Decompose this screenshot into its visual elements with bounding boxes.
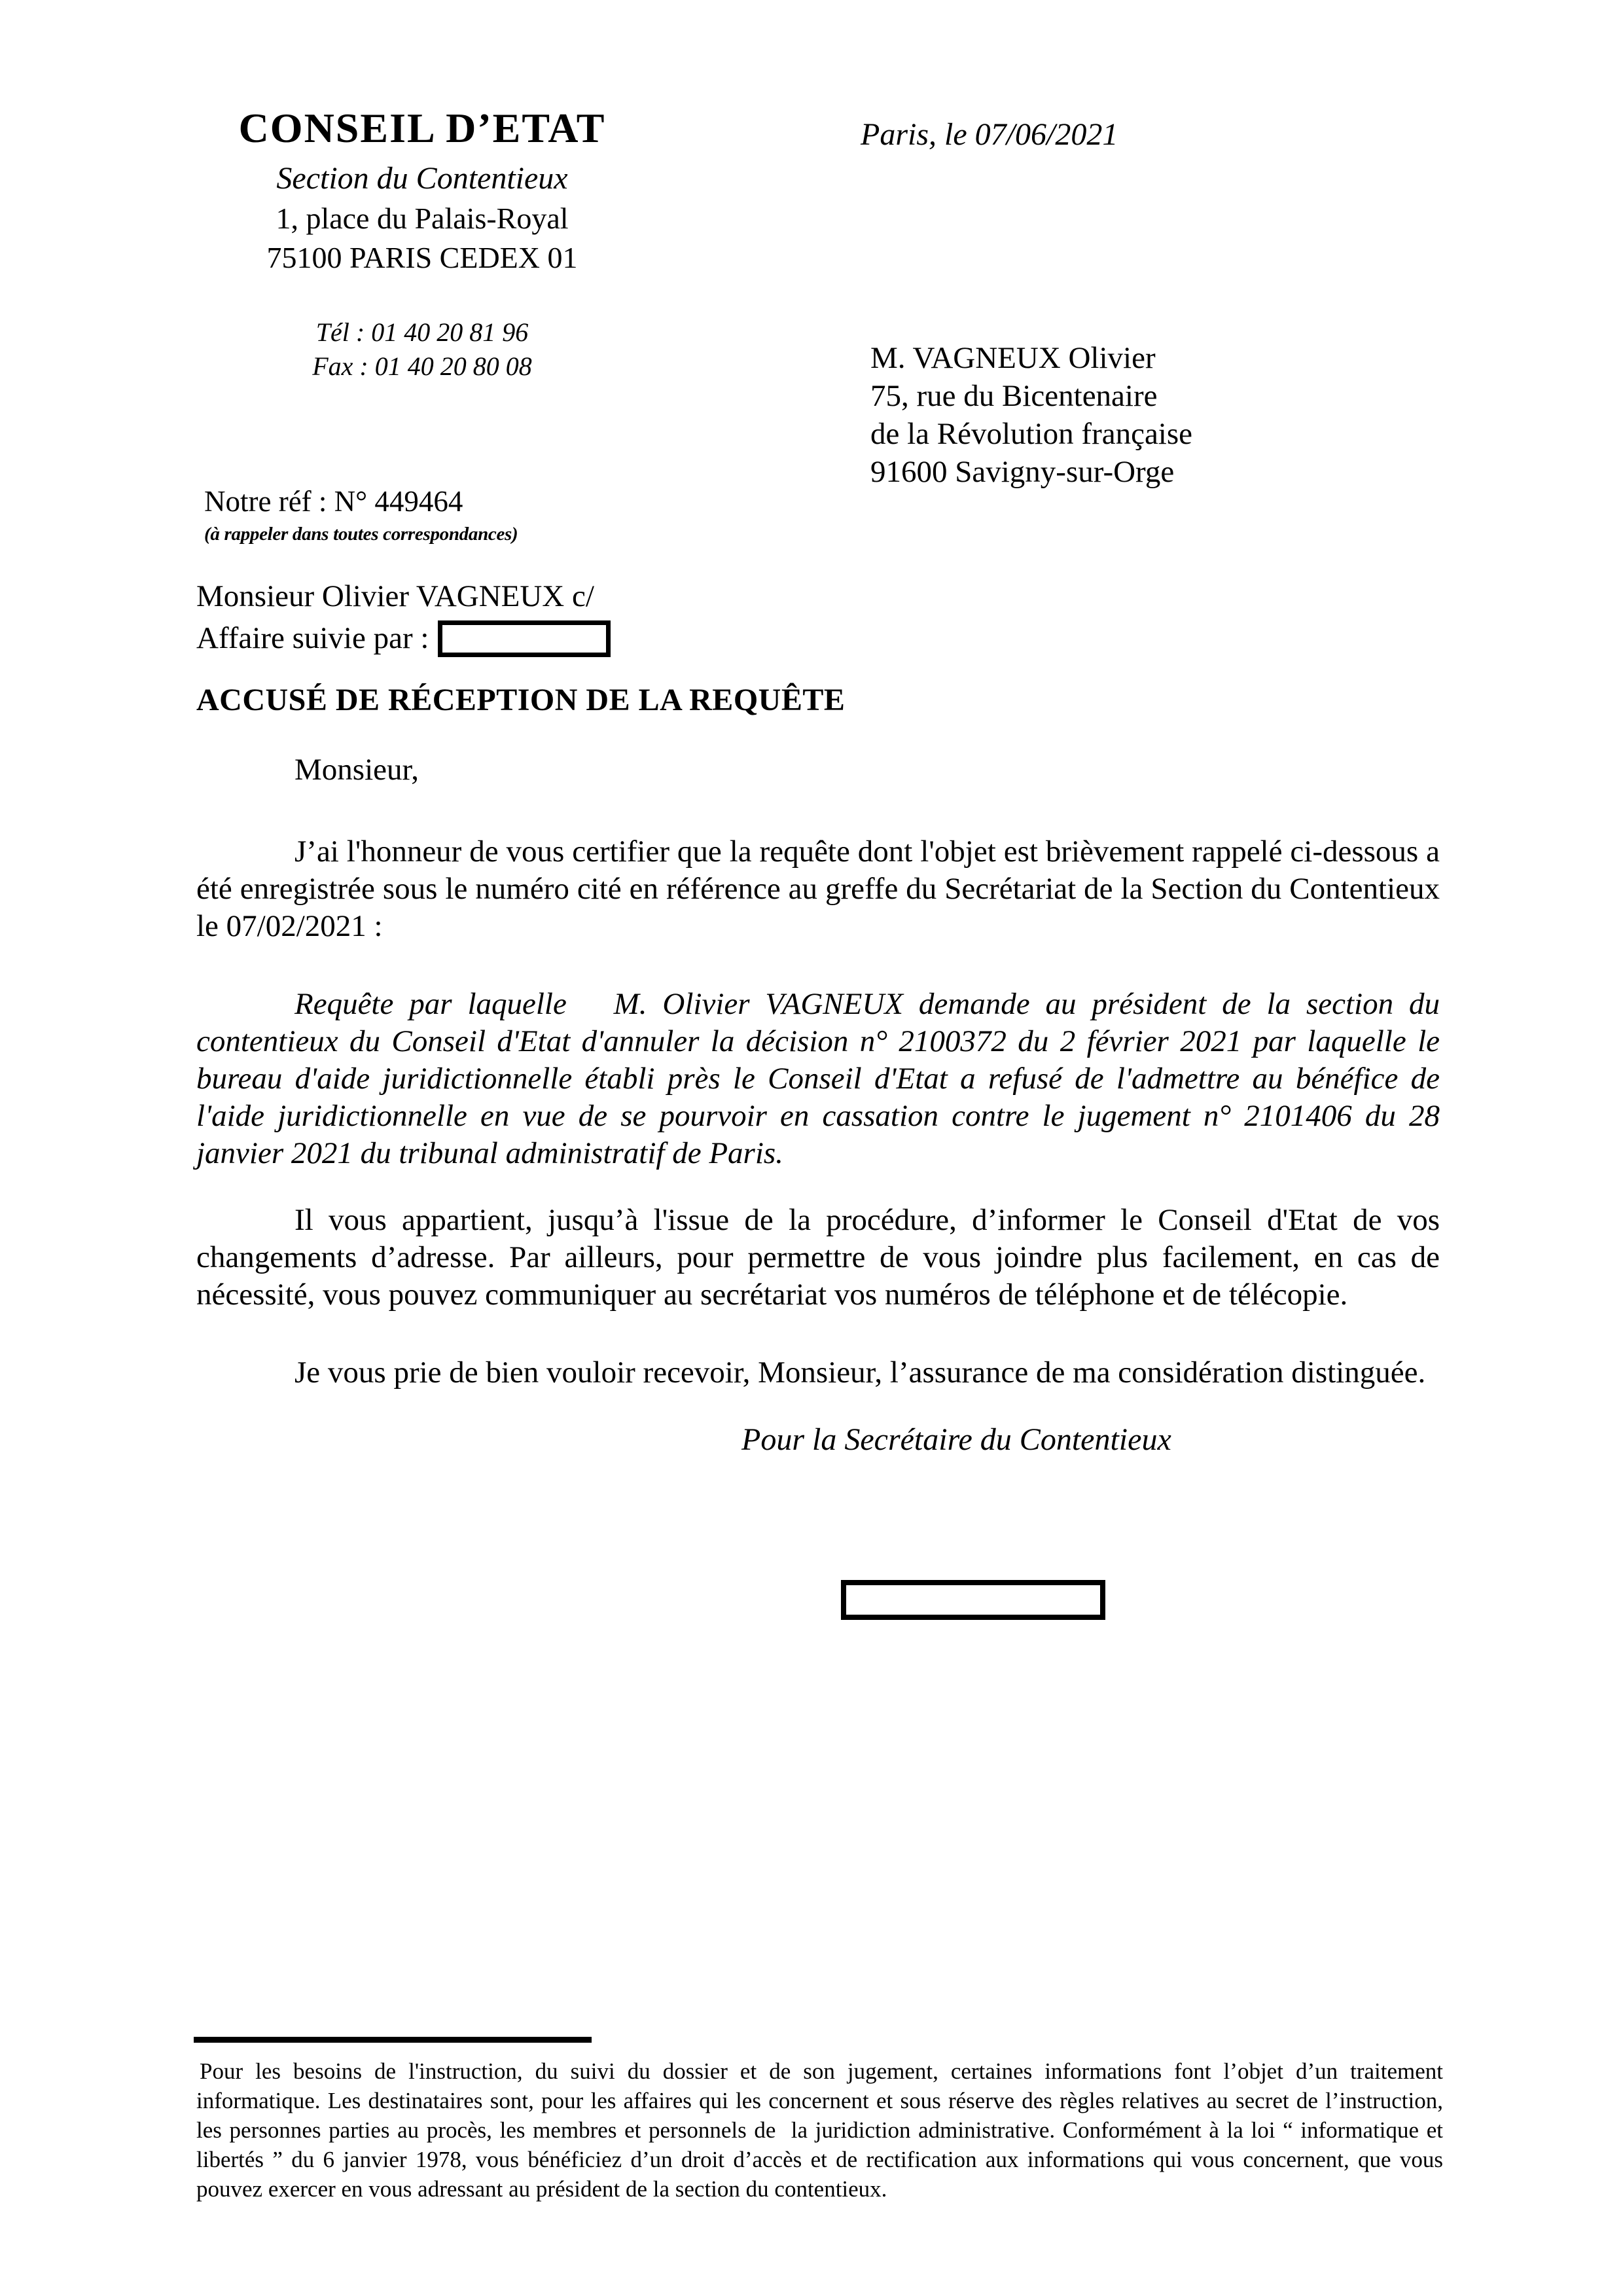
recipient-address (870, 339, 1192, 491)
paragraph-request-summary: Requête par laquelle M. Olivier VAGNEUX demande au président de la section du contentieux du Conseil d'Etat d'annuler la décision n° 2100372 du 2 février 2021 par laquelle le bureau d'aide juridictionnelle établi près le Conseil d'Etat a refusé de l'admettre au bénéfice de l'aide juridictionnelle en vue de se pourvoir en cassation contre le jugement n° 2101406 du 28 janvier 2021 du tribunal administratif de Paris. (196, 987, 1440, 1170)
paragraph-address-change: Il vous appartient, jusqu’à l'issue de la procédure, d’informer le Conseil d'Etat de vos changements d’adresse. Par ailleurs, pour permettre de vous joindre plus facilement, en cas de nécessité, vous pouvez communiquer au secrétariat vos numéros de téléphone et de télécopie. (196, 1203, 1440, 1312)
case-party-line: Monsieur Olivier VAGNEUX c/ (196, 579, 594, 613)
case-block (196, 577, 611, 657)
org-fax: Fax : 01 40 20 80 08 (312, 351, 532, 381)
org-section: Section du Contentieux (276, 161, 568, 196)
recipient-city: 91600 Savigny-sur-Orge (870, 455, 1175, 489)
recipient-name: M. VAGNEUX Olivier (870, 341, 1156, 375)
org-tel: Tél : 01 40 20 81 96 (315, 317, 529, 347)
letterhead (216, 105, 628, 384)
dateline: Paris, le 07/06/2021 (861, 117, 1118, 152)
letter-body (196, 751, 1440, 1620)
recipient-street-2: de la Révolution française (870, 417, 1193, 451)
subject-title: ACCUSÉ DE RÉCEPTION DE LA REQUÊTE (196, 683, 846, 717)
salutation: Monsieur, (294, 753, 419, 787)
handler-name-redaction-box (438, 620, 611, 657)
handled-by-label: Affaire suivie par : (196, 621, 429, 655)
reference-number: Notre réf : N° 449464 (204, 485, 463, 518)
org-phone-block (216, 315, 628, 384)
case-handled-by-line (196, 619, 611, 657)
footnote-separator-rule (194, 2037, 592, 2043)
footnote-text: Pour les besoins de l'instruction, du suivi du dossier et de son jugement, certaines informations font l’objet d’un traitement informatique. Les destinataires sont, pour les affaires qui les concernent et sous réserve des règles relatives au secret de l’instruction, les personnes parties au procès, les membres et personnels de la juridiction administrative. Conformément à la loi “ informatique et libertés ” du 6 janvier 1978, vous bénéficiez d’un droit d’accès et de rectification aux informations qui vous concernent, que vous pouvez exercer en vous adressant au président de la section du contentieux. (196, 2058, 1443, 2202)
recipient-street: 75, rue du Bicentenaire (870, 379, 1158, 413)
paragraph-closing: Je vous prie de bien vouloir recevoir, Monsieur, l’assurance de ma considération distinguée. (294, 1355, 1426, 1390)
org-name: CONSEIL D’ETAT (238, 105, 606, 151)
reference-block (204, 484, 518, 545)
org-address-line2: 75100 PARIS CEDEX 01 (266, 241, 578, 274)
signoff: Pour la Secrétaire du Contentieux (741, 1422, 1171, 1457)
org-address-line1: 1, place du Palais-Royal (276, 202, 569, 235)
reference-reminder: (à rappeler dans toutes correspondances) (204, 524, 518, 545)
signature-redaction-box (841, 1580, 1105, 1620)
paragraph-certification: J’ai l'honneur de vous certifier que la requête dont l'objet est brièvement rappelé ci-dessous a été enregistrée sous le numéro cité en référence au greffe du Secrétariat de la Section du Contentieux le 07/02/2021 : (196, 834, 1440, 943)
